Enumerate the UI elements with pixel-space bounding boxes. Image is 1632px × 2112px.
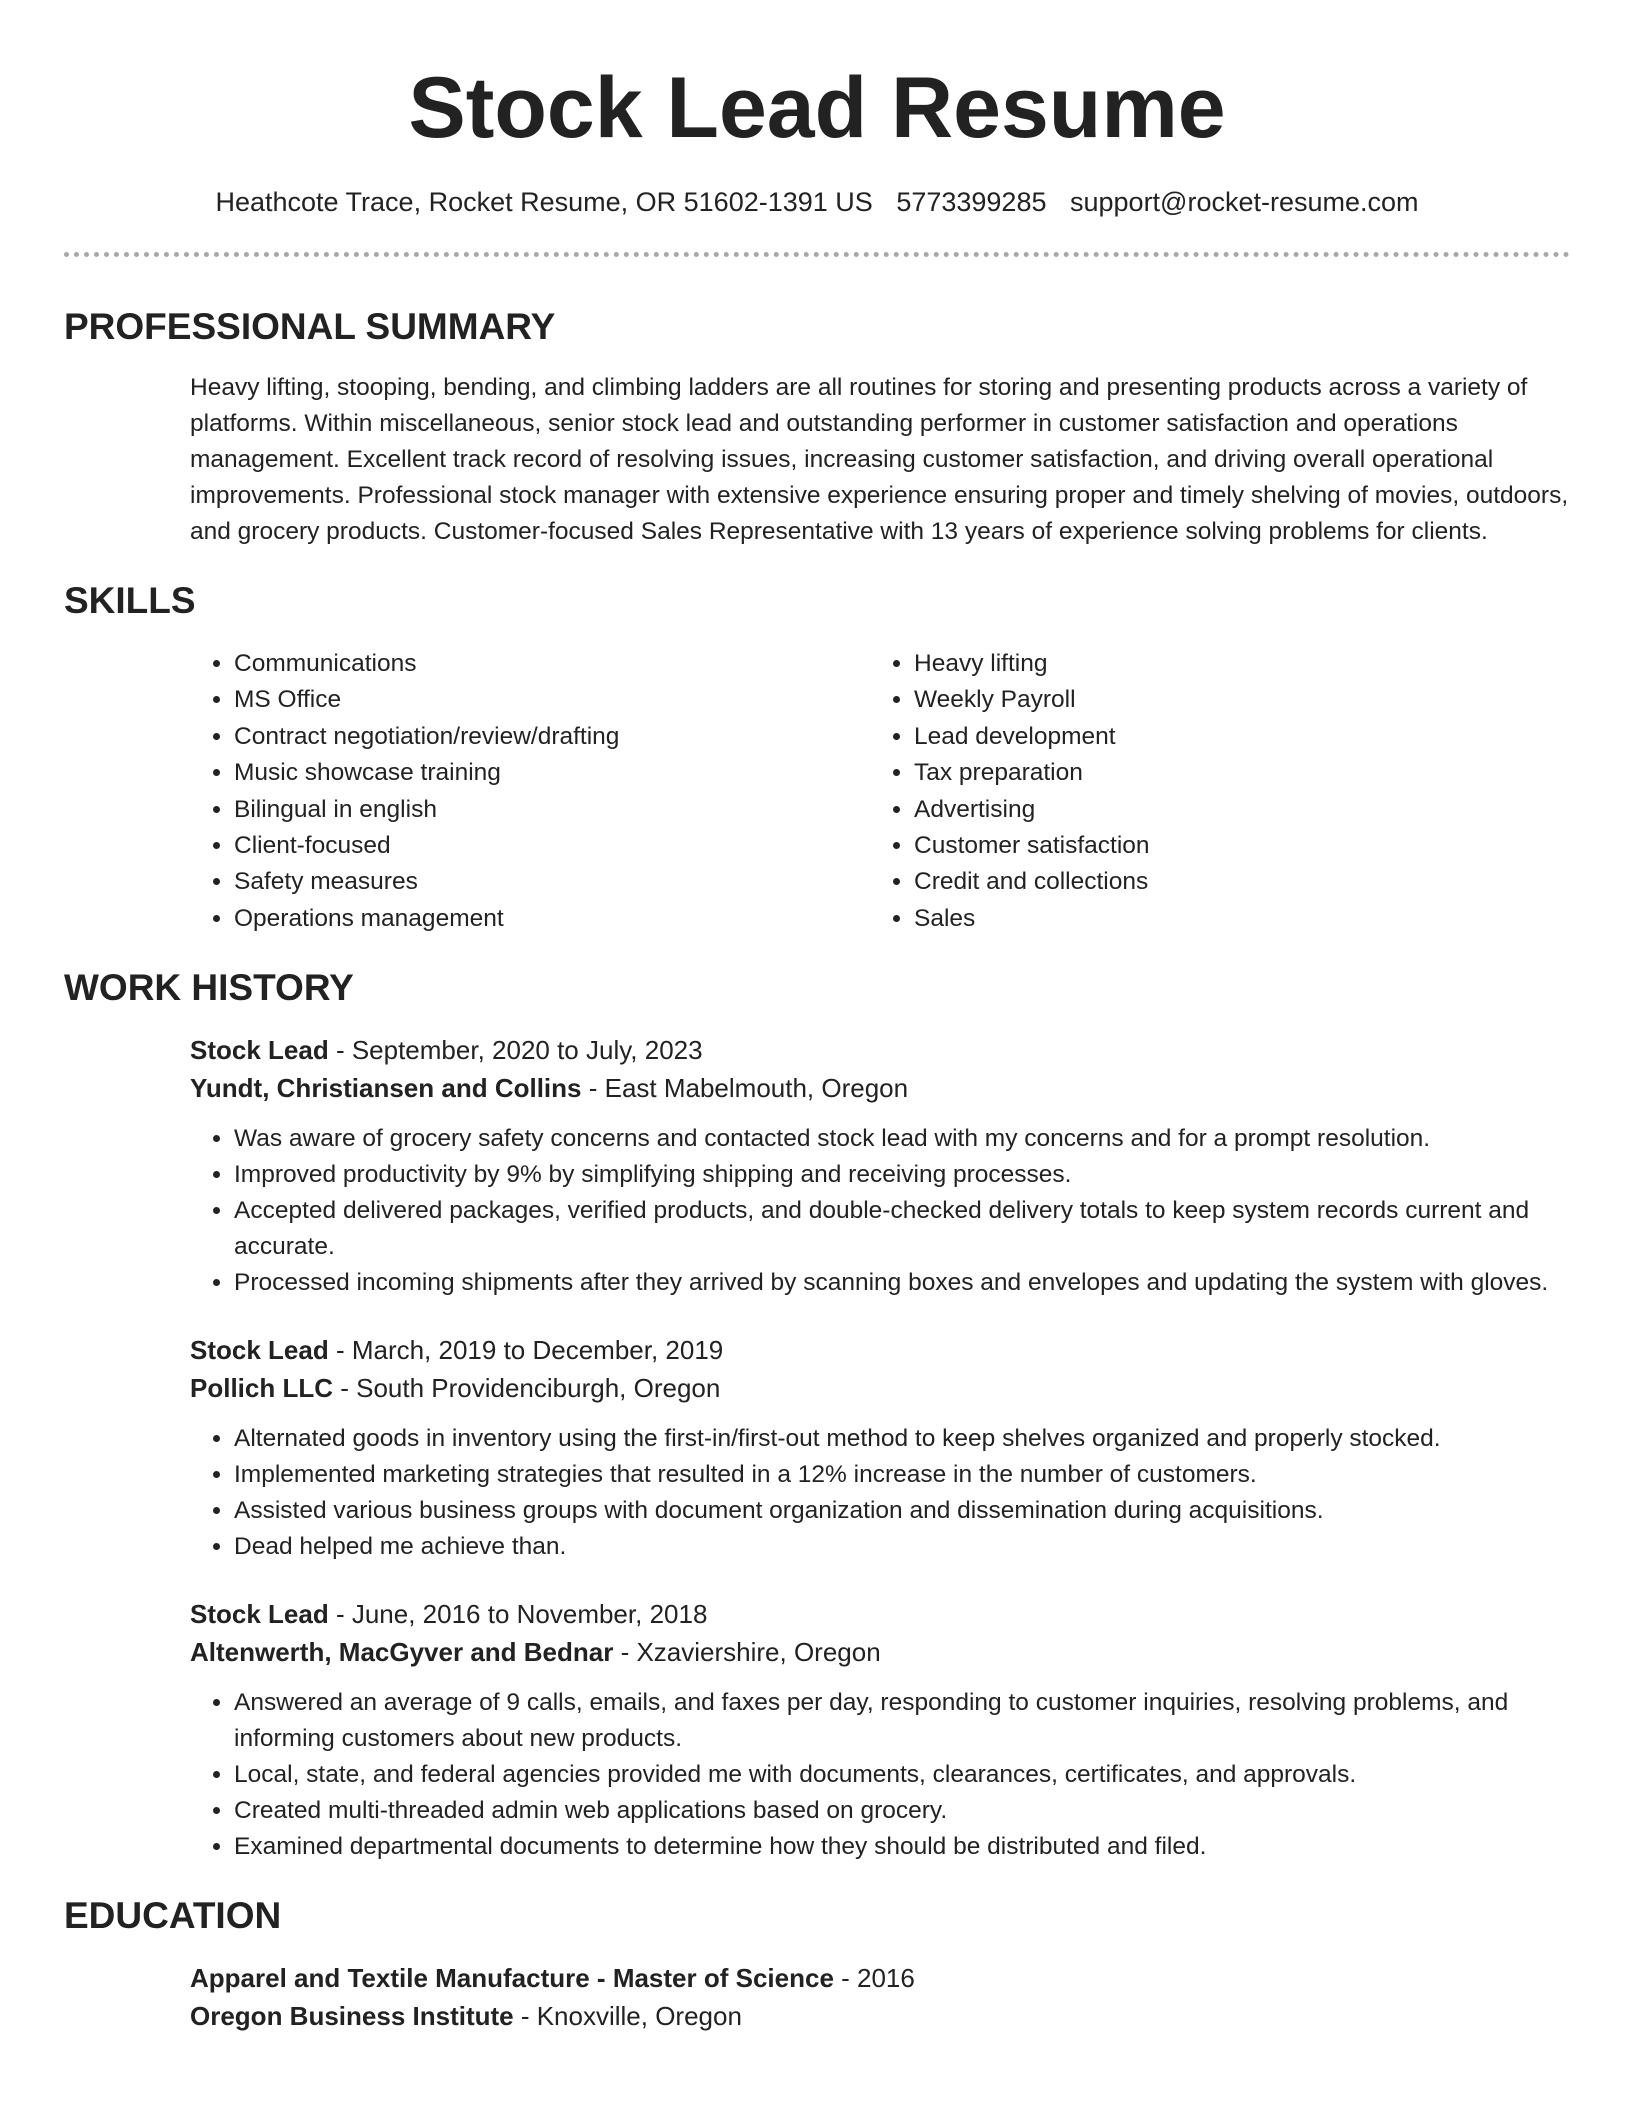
skill-item: • Customer satisfaction	[914, 828, 1514, 864]
job-company-line	[190, 1369, 1570, 1407]
job-location: - Xzaviershire, Oregon	[613, 1637, 881, 1668]
job-title-line	[190, 1031, 1570, 1069]
skills-heading: SKILLS	[64, 580, 196, 621]
education-heading: EDUCATION	[64, 1895, 282, 1937]
skill-item: • Lead development	[914, 719, 1514, 755]
education-location: - Knoxville, Oregon	[513, 2001, 742, 2032]
contact-address: Heathcote Trace, Rocket Resume, OR 51602-1391 US	[215, 187, 873, 217]
skill-item: • MS Office	[234, 682, 870, 718]
job-bullet: • Answered an average of 9 calls, emails, and faxes per day, responding to customer inquiries, resolving problems, and informing customers about new products.	[234, 1685, 1570, 1757]
job-location: - East Mabelmouth, Oregon	[581, 1073, 909, 1104]
job-bullet: • Local, state, and federal agencies provided me with documents, clearances, certificates, and approvals.	[234, 1757, 1570, 1793]
job-entry	[190, 1331, 1570, 1565]
summary-text: Heavy lifting, stooping, bending, and climbing ladders are all routines for storing and presenting products across a variety of platforms. Within miscellaneous, senior stock lead and outstanding performer in customer satisfaction and operations management. Excellent track record of resolving issues, increasing customer satisfaction, and driving overall operational improvements. Professional stock manager with extensive experience ensuring proper and timely shelving of movies, outdoors, and grocery products. Customer-focused Sales Representative with 13 years of experience solving problems for clients.	[190, 374, 1569, 545]
job-bullet: • Assisted various business groups with document organization and dissemination during acquisitions.	[234, 1493, 1570, 1529]
job-company: Yundt, Christiansen and Collins	[190, 1073, 582, 1104]
job-title: Stock Lead	[190, 1335, 329, 1366]
contact-email[interactable]: support@rocket-resume.com	[1070, 187, 1419, 217]
job-title-line	[190, 1331, 1570, 1369]
education-year: - 2016	[833, 1963, 915, 1994]
job-company-line	[190, 1069, 1570, 1107]
job-company: Altenwerth, MacGyver and Bednar	[190, 1637, 614, 1668]
job-bullet: • Implemented marketing strategies that resulted in a 12% increase in the number of customers.	[234, 1457, 1570, 1493]
job-bullet: • Improved productivity by 9% by simplifying shipping and receiving processes.	[234, 1157, 1570, 1193]
work-history-heading: WORK HISTORY	[64, 967, 354, 1009]
job-title-line	[190, 1595, 1570, 1633]
job-title: Stock Lead	[190, 1035, 329, 1066]
skill-item: • Operations management	[234, 901, 870, 937]
summary-heading: PROFESSIONAL SUMMARY	[64, 306, 556, 347]
skill-item: • Music showcase training	[234, 755, 870, 791]
skill-item: • Sales	[914, 901, 1514, 937]
skill-item: • Weekly Payroll	[914, 682, 1514, 718]
job-title: Stock Lead	[190, 1599, 329, 1630]
job-bullet: • Accepted delivered packages, verified products, and double-checked delivery totals to keep system records current and accurate.	[234, 1193, 1570, 1265]
job-bullets	[190, 1685, 1570, 1865]
skill-item: • Bilingual in english	[234, 792, 870, 828]
job-company: Pollich LLC	[190, 1373, 333, 1404]
skills-column-right	[870, 646, 1514, 937]
skill-item: • Communications	[234, 646, 870, 682]
job-dates: - March, 2019 to December, 2019	[328, 1335, 724, 1366]
skill-item: • Safety measures	[234, 864, 870, 900]
job-bullet: • Examined departmental documents to determine how they should be distributed and filed.	[234, 1829, 1570, 1865]
job-bullets	[190, 1421, 1570, 1565]
education-degree: Apparel and Textile Manufacture - Master of Science	[190, 1963, 834, 1994]
skill-item: • Contract negotiation/review/drafting	[234, 719, 870, 755]
job-bullet: • Dead helped me achieve than.	[234, 1529, 1570, 1565]
skill-item: • Credit and collections	[914, 864, 1514, 900]
job-company-line	[190, 1633, 1570, 1671]
skill-item: • Tax preparation	[914, 755, 1514, 791]
education-school-line	[190, 1997, 1570, 2035]
education-entry	[190, 1959, 1570, 2035]
job-bullet: • Processed incoming shipments after they arrived by scanning boxes and envelopes and updating the system with gloves.	[234, 1265, 1570, 1301]
skills-column-left	[190, 646, 870, 937]
job-entry	[190, 1031, 1570, 1301]
skill-item: • Client-focused	[234, 828, 870, 864]
education-school: Oregon Business Institute	[190, 2001, 514, 2032]
job-dates: - June, 2016 to November, 2018	[328, 1599, 708, 1630]
job-bullet: • Alternated goods in inventory using the first-in/first-out method to keep shelves organized and properly stocked.	[234, 1421, 1570, 1457]
job-dates: - September, 2020 to July, 2023	[328, 1035, 703, 1066]
job-entry	[190, 1595, 1570, 1865]
skill-item: • Heavy lifting	[914, 646, 1514, 682]
skill-item: • Advertising	[914, 792, 1514, 828]
job-bullet: • Created multi-threaded admin web applications based on grocery.	[234, 1793, 1570, 1829]
job-bullets	[190, 1121, 1570, 1301]
header-divider	[64, 252, 1570, 257]
contact-line	[64, 182, 1570, 222]
resume-page	[64, 0, 1570, 2035]
page-title: Stock Lead Resume	[408, 60, 1226, 156]
job-bullet: • Was aware of grocery safety concerns and contacted stock lead with my concerns and for a prompt resolution.	[234, 1121, 1570, 1157]
education-degree-line	[190, 1959, 1570, 1997]
skills-list	[190, 646, 1570, 937]
contact-phone: 5773399285	[896, 187, 1047, 217]
job-location: - South Providenciburgh, Oregon	[333, 1373, 721, 1404]
